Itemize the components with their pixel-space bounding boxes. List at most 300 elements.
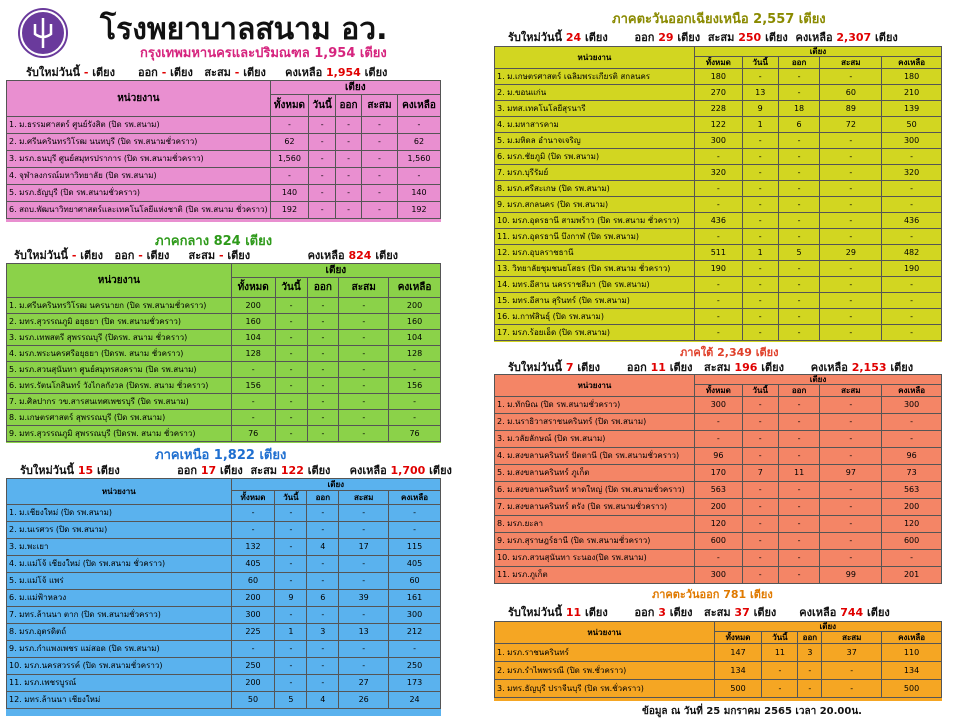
footer-note: ข้อมูล ณ วันที่ 25 มกราคม 2565 เวลา 20.00น.	[642, 706, 862, 717]
acc-value: -	[820, 325, 882, 341]
total-value: 192	[270, 202, 309, 219]
total-value: -	[694, 309, 742, 325]
remain-value: 250	[389, 658, 441, 675]
acc-value: -	[820, 133, 882, 149]
today-value: -	[309, 151, 336, 168]
acc-value: -	[339, 314, 389, 330]
today-value: -	[275, 410, 307, 426]
table-row	[7, 168, 441, 185]
remain-value: -	[882, 293, 942, 309]
acc-value: -	[339, 362, 389, 378]
table-row	[7, 692, 441, 709]
table-row	[495, 85, 942, 101]
remain-value: 139	[882, 101, 942, 117]
remain-header: คงเหลือ	[882, 385, 942, 397]
south-summary: รับใหม่วันนี้ 7 เตียง ออก 11 เตียง สะสม 196 เตียง คงเหลือ 2,153 เตียง	[508, 361, 914, 374]
today-value: 9	[275, 590, 307, 607]
remain-value: -	[397, 117, 440, 134]
acc-value: -	[362, 117, 398, 134]
remain-value: 563	[882, 482, 942, 499]
beds-header: เตียง	[694, 375, 941, 385]
out-value: 18	[778, 101, 820, 117]
today-value: 5	[275, 692, 307, 709]
bkk-title: กรุงเทพมหานครและปริมณฑล 1,954 เตียง	[140, 46, 387, 61]
today-value: 1	[742, 245, 778, 261]
out-value: -	[778, 197, 820, 213]
remain-value: 190	[882, 261, 942, 277]
remain-value: 405	[389, 556, 441, 573]
out-value: -	[778, 397, 820, 414]
acc-value: -	[820, 149, 882, 165]
out-value: -	[307, 522, 339, 539]
unit-name: 6. ม.สงขลานครินทร์ หาดใหญ่ (ปิด รพ.สนามชั่วคราว)	[495, 482, 695, 499]
remain-value: 62	[397, 134, 440, 151]
total-header: ทั้งหมด	[714, 632, 762, 644]
out-value: -	[336, 185, 362, 202]
total-value: 300	[694, 133, 742, 149]
today-value: 9	[742, 101, 778, 117]
today-value: -	[275, 539, 307, 556]
today-value: -	[742, 499, 778, 516]
total-value: -	[231, 394, 275, 410]
unit-name: 1. ม.ศรีนครินทรวิโรฒ นครนายก (ปิด รพ.สนามชั่วคราว)	[7, 298, 232, 314]
acc-header: สะสม	[820, 385, 882, 397]
today-value: -	[742, 229, 778, 245]
out-value: -	[336, 151, 362, 168]
remain-value: 128	[389, 346, 441, 362]
unit-name: 7. มทร.ล้านนา ตาก (ปิด รพ.สนามชั่วคราว)	[7, 607, 232, 624]
table-row	[495, 309, 942, 325]
table-row	[495, 69, 942, 85]
table-row	[495, 229, 942, 245]
table-row	[495, 644, 942, 662]
out-value: -	[307, 330, 339, 346]
remain-value: 600	[882, 533, 942, 550]
table-row	[495, 448, 942, 465]
remain-value: 320	[882, 165, 942, 181]
out-value: -	[336, 134, 362, 151]
total-value: 600	[694, 533, 742, 550]
today-header: วันนี้	[742, 385, 778, 397]
acc-value: 13	[339, 624, 389, 641]
unit-name: 3. มทร.ธัญบุรี ปราจีนบุรี (ปิด รพ.ชั่วคราว)	[495, 680, 715, 698]
out-value: 11	[778, 465, 820, 482]
today-value: -	[309, 168, 336, 185]
unit-name: 9. มรภ.สุราษฎร์ธานี (ปิด รพ.สนามชั่วคราว)	[495, 533, 695, 550]
table-row	[7, 378, 441, 394]
today-value: -	[275, 675, 307, 692]
out-value: 3	[798, 644, 822, 662]
remain-value: 96	[882, 448, 942, 465]
remain-value: -	[882, 229, 942, 245]
unit-name: 3. ม.พะเยา	[7, 539, 232, 556]
table-row	[495, 149, 942, 165]
table-row	[7, 522, 441, 539]
table-row	[7, 410, 441, 426]
today-value: 1	[742, 117, 778, 133]
total-value: 563	[694, 482, 742, 499]
total-value: 122	[694, 117, 742, 133]
table-row	[495, 277, 942, 293]
today-value: -	[742, 533, 778, 550]
acc-value: -	[339, 556, 389, 573]
unit-header: หน่วยงาน	[495, 375, 695, 397]
unit-name: 17. มรภ.ร้อยเอ็ด (ปิด รพ.สนาม)	[495, 325, 695, 341]
acc-value: -	[339, 573, 389, 590]
remain-value: -	[882, 325, 942, 341]
unit-name: 6. มทร.รัตนโกสินทร์ วังไกลกังวล (ปิดรพ. สนาม ชั่วคราว)	[7, 378, 232, 394]
acc-value: 17	[339, 539, 389, 556]
out-header: ออก	[798, 632, 822, 644]
out-value: -	[307, 410, 339, 426]
remain-value: 76	[389, 426, 441, 442]
remain-value: 140	[397, 185, 440, 202]
today-value: -	[742, 550, 778, 567]
table-row	[495, 165, 942, 181]
total-value: -	[694, 197, 742, 213]
north-title: ภาคเหนือ 1,822 เตียง	[155, 448, 287, 463]
out-value: -	[778, 277, 820, 293]
total-value: -	[694, 229, 742, 245]
table-row	[495, 482, 942, 499]
out-value: -	[778, 414, 820, 431]
today-value: -	[275, 522, 307, 539]
unit-name: 3. มทส.เทคโนโลยีสุรนารี	[495, 101, 695, 117]
table-row	[495, 397, 942, 414]
today-value: -	[275, 573, 307, 590]
acc-header: สะสม	[339, 491, 389, 505]
acc-value: 27	[339, 675, 389, 692]
table-row	[7, 539, 441, 556]
table-row	[7, 607, 441, 624]
unit-name: 10. มรภ.อุดรธานี สามพร้าว (ปิด รพ.สนาม ชั่วคราว)	[495, 213, 695, 229]
acc-value: -	[820, 516, 882, 533]
acc-value: -	[820, 309, 882, 325]
out-header: ออก	[336, 95, 362, 117]
acc-value: 97	[820, 465, 882, 482]
remain-value: 300	[882, 133, 942, 149]
east-title: ภาคตะวันออก 781 เตียง	[652, 588, 773, 601]
trident-icon	[18, 8, 68, 58]
today-value: -	[762, 662, 798, 680]
table-row	[495, 101, 942, 117]
remain-value: -	[882, 277, 942, 293]
table-row	[495, 261, 942, 277]
remain-value: 24	[389, 692, 441, 709]
total-value: 60	[231, 573, 275, 590]
out-value: -	[778, 325, 820, 341]
total-value: -	[231, 410, 275, 426]
unit-name: 4. ม.สงขลานครินทร์ ปัตตานี (ปิด รพ.สนามชั่วคราว)	[495, 448, 695, 465]
acc-value: -	[362, 202, 398, 219]
remain-value: -	[389, 641, 441, 658]
table-row	[495, 567, 942, 584]
remain-value: 120	[882, 516, 942, 533]
today-header: วันนี้	[275, 278, 307, 298]
unit-name: 7. ม.สงขลานครินทร์ ตรัง (ปิด รพ.สนามชั่วคราว)	[495, 499, 695, 516]
remain-value: -	[882, 197, 942, 213]
table-row	[7, 117, 441, 134]
out-value: -	[798, 680, 822, 698]
table-row	[495, 414, 942, 431]
total-value: -	[270, 117, 309, 134]
total-value: 96	[694, 448, 742, 465]
unit-name: 3. มรภ.ธนบุรี ศูนย์สมุทรปราการ (ปิด รพ.สนามชั่วคราว)	[7, 151, 271, 168]
beds-header: เตียง	[694, 47, 941, 57]
unit-name: 1. ม.เกษตรศาสตร์ เฉลิมพระเกียรติ สกลนคร	[495, 69, 695, 85]
out-value: -	[307, 641, 339, 658]
out-value: -	[307, 556, 339, 573]
acc-value: -	[820, 181, 882, 197]
acc-value: -	[339, 607, 389, 624]
today-value: -	[309, 185, 336, 202]
out-value: -	[798, 662, 822, 680]
out-value: -	[307, 346, 339, 362]
out-value: -	[307, 675, 339, 692]
acc-value: -	[820, 499, 882, 516]
remain-value: 73	[882, 465, 942, 482]
table-row	[495, 197, 942, 213]
acc-header: สะสม	[822, 632, 882, 644]
acc-value: -	[820, 431, 882, 448]
total-value: -	[231, 505, 275, 522]
total-value: 405	[231, 556, 275, 573]
out-value: -	[307, 607, 339, 624]
today-value: -	[742, 69, 778, 85]
acc-value: -	[820, 397, 882, 414]
table-row	[7, 298, 441, 314]
unit-name: 11. มรภ.เพชรบูรณ์	[7, 675, 232, 692]
today-value: -	[742, 482, 778, 499]
out-value: -	[778, 133, 820, 149]
out-value: -	[307, 505, 339, 522]
today-value: -	[275, 505, 307, 522]
out-value: -	[778, 516, 820, 533]
total-value: -	[694, 293, 742, 309]
today-value: -	[742, 277, 778, 293]
today-value: -	[742, 293, 778, 309]
today-value: -	[275, 426, 307, 442]
out-value: -	[307, 362, 339, 378]
bkk-table	[6, 80, 441, 222]
unit-name: 5. มรภ.สวนสุนันทา ศูนย์สมุทรสงคราม (ปิด รพ.สนาม)	[7, 362, 232, 378]
beds-header: เตียง	[231, 479, 440, 491]
total-value: -	[231, 641, 275, 658]
remain-value: -	[389, 394, 441, 410]
total-value: 200	[231, 675, 275, 692]
out-value: -	[778, 567, 820, 584]
remain-value: -	[882, 550, 942, 567]
unit-name: 12. มทร.ล้านนา เชียงใหม่	[7, 692, 232, 709]
table-row	[495, 516, 942, 533]
central-title: ภาคกลาง 824 เตียง	[155, 234, 273, 249]
out-value: 6	[778, 117, 820, 133]
remain-value: 1,560	[397, 151, 440, 168]
acc-header: สะสม	[820, 57, 882, 69]
today-value: 1	[275, 624, 307, 641]
today-value: -	[742, 197, 778, 213]
table-row	[495, 533, 942, 550]
total-value: 104	[231, 330, 275, 346]
remain-value: 134	[882, 662, 942, 680]
remain-value: -	[389, 505, 441, 522]
total-value: 132	[231, 539, 275, 556]
acc-value: -	[820, 277, 882, 293]
total-header: ทั้งหมด	[231, 491, 275, 505]
remain-value: 201	[882, 567, 942, 584]
today-value: -	[742, 431, 778, 448]
total-value: 160	[231, 314, 275, 330]
total-value: -	[694, 149, 742, 165]
acc-value: -	[820, 293, 882, 309]
total-value: 225	[231, 624, 275, 641]
total-value: 1,560	[270, 151, 309, 168]
unit-name: 4. ม.แม่โจ้ เชียงใหม่ (ปิด รพ.สนาม ชั่วคราว)	[7, 556, 232, 573]
unit-name: 6. สถบ.พัฒนาวิทยาศาสตร์และเทคโนโลยีแห่งชาติ (ปิด รพ.สนาม ชั่วคราว)	[7, 202, 271, 219]
today-value: -	[275, 658, 307, 675]
today-value: -	[275, 641, 307, 658]
today-value: -	[275, 394, 307, 410]
total-value: 190	[694, 261, 742, 277]
table-row	[7, 556, 441, 573]
remain-value: 482	[882, 245, 942, 261]
out-value: -	[336, 202, 362, 219]
acc-value: -	[339, 641, 389, 658]
unit-name: 2. ม.ศรีนครินทรวิโรฒ นนทบุรี (ปิด รพ.สนามชั่วคราว)	[7, 134, 271, 151]
total-value: 76	[231, 426, 275, 442]
remain-value: -	[389, 362, 441, 378]
total-value: 200	[231, 298, 275, 314]
acc-value: -	[339, 346, 389, 362]
today-value: -	[742, 309, 778, 325]
acc-value: -	[820, 448, 882, 465]
remain-value: 300	[389, 607, 441, 624]
out-value: -	[778, 482, 820, 499]
total-value: 147	[714, 644, 762, 662]
total-value: 120	[694, 516, 742, 533]
remain-value: -	[882, 431, 942, 448]
out-value: -	[307, 298, 339, 314]
table-row	[7, 573, 441, 590]
north-table	[6, 478, 441, 716]
remain-value: 210	[882, 85, 942, 101]
unit-name: 8. มรภ.อุตรดิตถ์	[7, 624, 232, 641]
out-value: -	[778, 448, 820, 465]
total-value: -	[694, 277, 742, 293]
remain-value: -	[397, 168, 440, 185]
south-table	[494, 374, 942, 584]
out-value: -	[336, 168, 362, 185]
unit-name: 8. มรภ.ศรีสะเกษ (ปิด รพ.สนาม)	[495, 181, 695, 197]
table-row	[7, 658, 441, 675]
table-row	[7, 362, 441, 378]
today-header: วันนี้	[309, 95, 336, 117]
unit-name: 2. มรภ.รำไพพรรณี (ปิด รพ.ชั่วคราว)	[495, 662, 715, 680]
unit-name: 9. มรภ.สกลนคร (ปิด รพ.สนาม)	[495, 197, 695, 213]
total-value: 200	[694, 499, 742, 516]
acc-value: -	[822, 680, 882, 698]
remain-value: 436	[882, 213, 942, 229]
out-value: -	[778, 533, 820, 550]
unit-header: หน่วยงาน	[7, 479, 232, 505]
today-value: -	[742, 567, 778, 584]
unit-header: หน่วยงาน	[7, 81, 271, 117]
total-value: -	[694, 431, 742, 448]
unit-name: 3. มรภ.เทพสตรี สุพรรณบุรี (ปิดรพ. สนาม ชั่วคราว)	[7, 330, 232, 346]
out-value: -	[778, 431, 820, 448]
table-row	[495, 293, 942, 309]
remain-value: 300	[882, 397, 942, 414]
table-row	[7, 202, 441, 219]
today-value: -	[309, 134, 336, 151]
northeast-summary: รับใหม่วันนี้ 24 เตียง ออก 29 เตียง สะสม 250 เตียง คงเหลือ 2,307 เตียง	[508, 31, 898, 44]
remain-value: 50	[882, 117, 942, 133]
out-value: -	[336, 117, 362, 134]
total-value: 300	[694, 567, 742, 584]
today-value: -	[275, 314, 307, 330]
remain-header: คงเหลือ	[397, 95, 440, 117]
table-row	[495, 245, 942, 261]
out-header: ออก	[778, 57, 820, 69]
table-row	[495, 325, 942, 341]
today-value: -	[762, 680, 798, 698]
unit-name: 2. มทร.สุวรรณภูมิ อยุธยา (ปิด รพ.สนามชั่วคราว)	[7, 314, 232, 330]
today-value: -	[309, 117, 336, 134]
total-value: -	[694, 550, 742, 567]
remain-header: คงเหลือ	[882, 57, 942, 69]
remain-value: -	[389, 410, 441, 426]
unit-name: 7. ม.ศิลปากร วข.สารสนเทศเพชรบุรี (ปิด รพ.สนาม)	[7, 394, 232, 410]
remain-value: 115	[389, 539, 441, 556]
total-value: -	[694, 414, 742, 431]
total-header: ทั้งหมด	[694, 57, 742, 69]
today-value: -	[742, 165, 778, 181]
acc-value: -	[339, 330, 389, 346]
unit-header: หน่วยงาน	[7, 264, 232, 298]
out-value: -	[778, 550, 820, 567]
out-value: -	[778, 149, 820, 165]
remain-header: คงเหลือ	[389, 278, 441, 298]
today-value: 13	[742, 85, 778, 101]
total-value: 300	[231, 607, 275, 624]
total-value: 500	[714, 680, 762, 698]
out-header: ออก	[307, 491, 339, 505]
east-table	[494, 621, 942, 701]
today-value: -	[742, 325, 778, 341]
today-value: -	[275, 362, 307, 378]
out-value: 4	[307, 692, 339, 709]
total-value: -	[694, 325, 742, 341]
acc-value: -	[820, 261, 882, 277]
acc-value: 60	[820, 85, 882, 101]
today-header: วันนี้	[742, 57, 778, 69]
acc-header: สะสม	[339, 278, 389, 298]
out-header: ออก	[307, 278, 339, 298]
remain-value: -	[882, 309, 942, 325]
acc-value: -	[820, 414, 882, 431]
acc-value: 72	[820, 117, 882, 133]
out-value: -	[778, 165, 820, 181]
acc-value: -	[339, 298, 389, 314]
out-value: 3	[307, 624, 339, 641]
remain-value: -	[882, 181, 942, 197]
total-value: -	[694, 181, 742, 197]
total-value: 62	[270, 134, 309, 151]
unit-name: 12. มรภ.อุบลราชธานี	[495, 245, 695, 261]
unit-name: 8. มรภ.ยะลา	[495, 516, 695, 533]
today-value: -	[742, 133, 778, 149]
beds-header: เตียง	[231, 264, 440, 278]
